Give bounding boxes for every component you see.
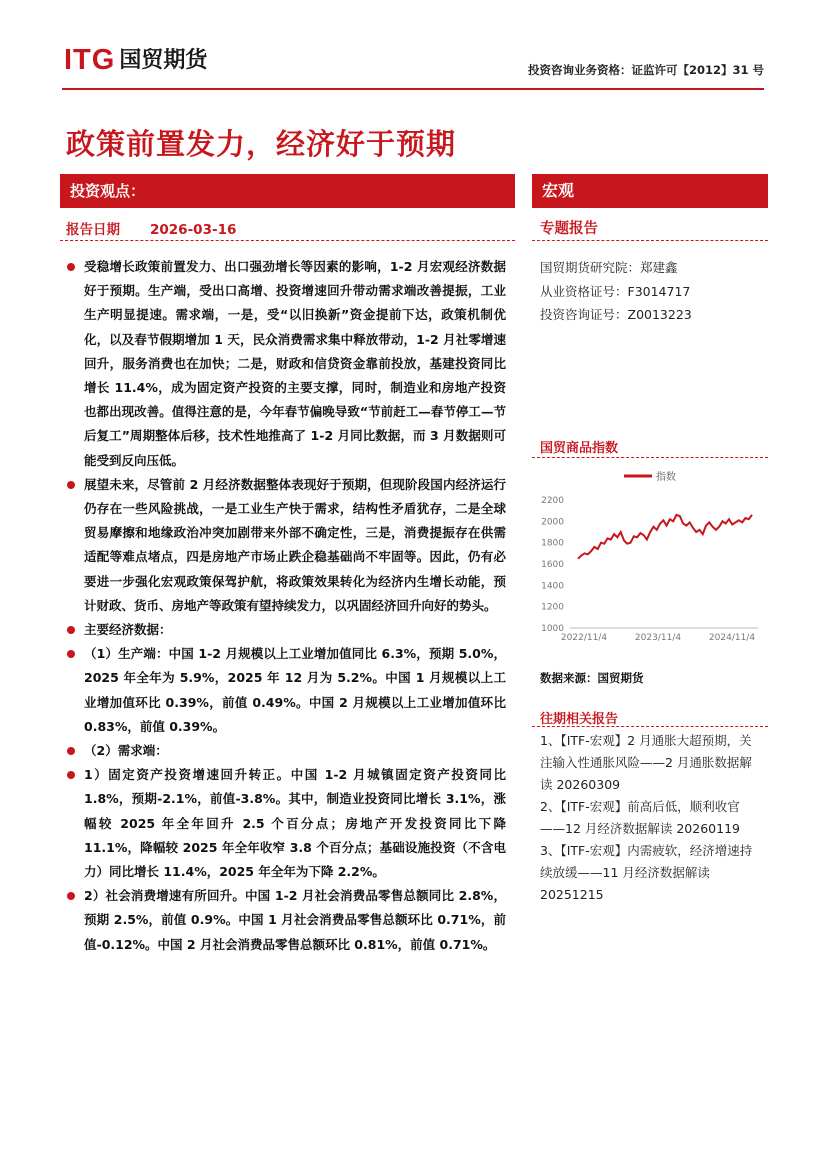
- paragraph-key-data-heading: 主要经济数据：: [66, 618, 506, 642]
- report-body: [66, 255, 506, 957]
- x-tick-label: 2024/11/4: [708, 633, 756, 643]
- report-date-value: 2026-03-16: [150, 222, 237, 238]
- y-tick-label: 1000: [541, 624, 564, 634]
- paragraph-production: （1）生产端：中国 1-2 月规模以上工业增加值同比 6.3%，预期 5.0%，2025 年全年为 5.9%，2025 年 12 月为 5.2%。中国 1 月规模以上工业增加值环比 0.39%，前值 0.49%。中国 2 月规模以上工业增加值环比 0.83%，前值 0.39%。: [66, 642, 506, 739]
- report-title: 政策前置发力，经济好于预期: [66, 127, 457, 161]
- related-report-item[interactable]: 2、【ITF-宏观】前高后低，顺利收官——12 月经济数据解读 20260119: [540, 799, 740, 836]
- related-report-item[interactable]: 1、【ITF-宏观】2 月通胀大超预期，关注输入性通胀风险——2 月通胀数据解读 20260309: [540, 733, 752, 792]
- y-tick-label: 2200: [541, 496, 564, 506]
- y-tick-label: 1600: [541, 560, 564, 570]
- header-divider: [62, 88, 764, 90]
- license-text: 投资咨询业务资格：证监许可【2012】31 号: [527, 63, 764, 77]
- related-report-item[interactable]: 3、【ITF-宏观】内需疲软，经济增速持续放缓——11 月经济数据解读 20251215: [540, 843, 753, 902]
- special-report-label: 专题报告: [540, 221, 598, 237]
- paragraph-summary: 受稳增长政策前置发力、出口强劲增长等因素的影响，1-2 月宏观经济数据好于预期。生产端，受出口高增、投资增速回升带动需求端改善提振，工业生产明显提速。需求端，一是，受“以旧换新”资金提前下达，政策机制优化，以及春节假期增加 1 天，民众消费需求集中释放带动，1-2 月社零增速回升，服务消费也在加快；二是，财政和信贷资金靠前投放，基建投资同比增长 11.4%，成为固定资产投资的主要支撑，同时，制造业和房地产投资也都出现改善。值得注意的是，今年春节偏晚导致“节前赶工—春节停工—节后复工”周期整体后移，技术性地推高了 1-2 月同比数据，而 3 月数据则可能受到反向压低。: [66, 255, 506, 473]
- date-divider: [60, 240, 515, 241]
- x-tick-label: 2023/11/4: [634, 633, 682, 643]
- analyst-qualification: 从业资格证号：F3014717: [540, 283, 691, 299]
- related-reports-list: [540, 730, 762, 906]
- logo-chinese: 国贸期货: [119, 47, 208, 73]
- analyst-consulting: 投资咨询证号：Z0013223: [540, 307, 692, 322]
- index-series-line: [578, 515, 752, 559]
- chart-section-title: 国贸商品指数: [540, 441, 619, 456]
- report-date-row: [66, 218, 266, 238]
- logo-latin: ITG: [64, 44, 116, 76]
- investment-view-bar: 投资观点：: [60, 174, 515, 208]
- chart-legend: [624, 470, 676, 483]
- x-tick-label: 2022/11/4: [560, 633, 608, 643]
- y-tick-label: 2000: [541, 517, 564, 528]
- special-divider: [532, 240, 768, 241]
- y-tick-label: 1400: [541, 581, 564, 592]
- category-bar: 宏观: [532, 174, 768, 208]
- related-reports-title: 往期相关报告: [540, 712, 619, 727]
- y-tick-label: 1800: [541, 538, 564, 549]
- analyst-institute: 国贸期货研究院：郑建鑫: [540, 260, 678, 275]
- report-date-label: 报告日期: [66, 222, 120, 238]
- paragraph-fixed-investment: 1）固定资产投资增速回升转正。中国 1-2 月城镇固定资产投资同比 1.8%，预期-2.1%，前值-3.8%。其中，制造业投资同比增长 3.1%，涨幅较 2025 年全年回升 2.5 个百分点；房地产开发投资同比下降 11.1%，降幅较 2025 年全年收窄 3.8 个百分点；基础设施投资（不含电力）同比增长 11.4%，2025 年全年为下降 2.2%。: [66, 763, 506, 884]
- data-source: 数据来源：国贸期货: [540, 671, 644, 685]
- paragraph-demand-heading: （2）需求端：: [66, 739, 506, 763]
- paragraph-consumption: 2）社会消费增速有所回升。中国 1-2 月社会消费品零售总额同比 2.8%，预期 2.5%，前值 0.9%。中国 1 月社会消费品零售总额环比 0.71%，前值-0.12%。中国 2 月社会消费品零售总额环比 0.81%，前值 0.71%。: [66, 884, 506, 957]
- legend-label: 指数: [656, 472, 676, 483]
- related-reports-divider: [532, 726, 768, 727]
- index-line-chart: [532, 462, 768, 652]
- paragraph-outlook: 展望未来，尽管前 2 月经济数据整体表现好于预期，但现阶段国内经济运行仍存在一些风险挑战，一是工业生产快于需求，结构性矛盾犹存，二是全球贸易摩擦和地缘政治冲突加剧带来外部不确定性，三是，消费提振存在供需适配等难点堵点，四是房地产市场止跌企稳基础尚不牢固等。因此，仍有必要进一步强化宏观政策保驾护航，将政策效果转化为经济内生增长动能，预计财政、货币、房地产等政策有望持续发力，以巩固经济回升向好的势头。: [66, 473, 506, 618]
- y-tick-label: 1200: [541, 602, 564, 613]
- analyst-info: [540, 256, 692, 327]
- company-logo: [64, 46, 207, 75]
- chart-section-divider: [532, 457, 768, 458]
